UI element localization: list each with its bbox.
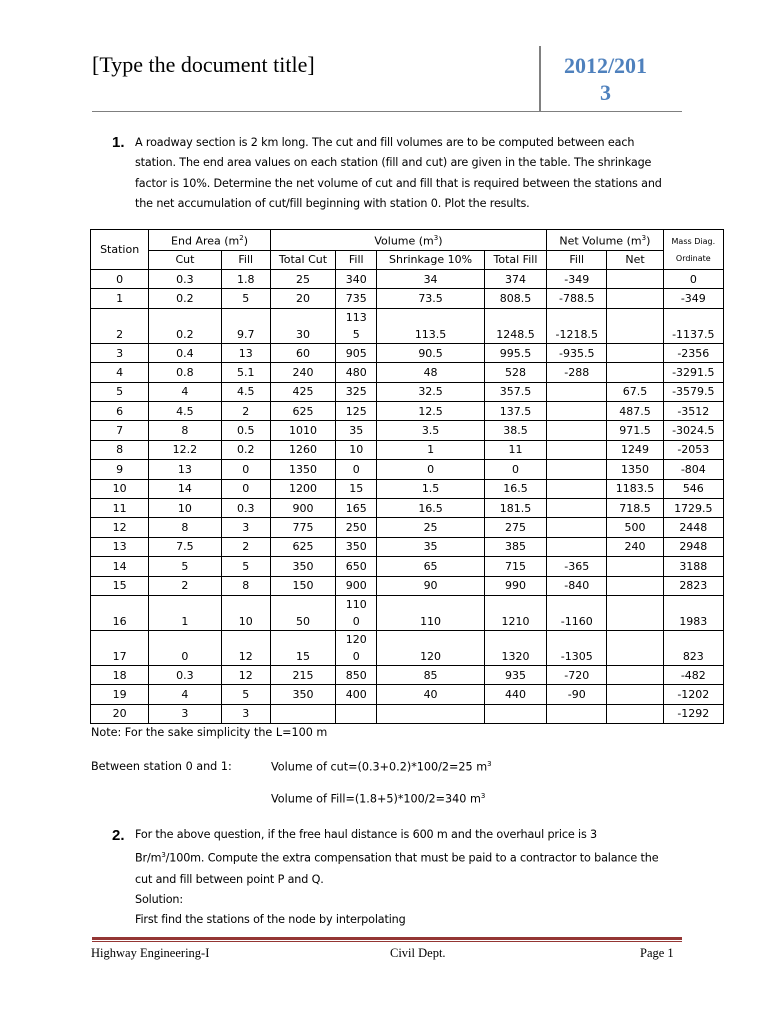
cell-station: 20 <box>91 704 149 723</box>
cell-volume-fill: 905 <box>336 343 377 362</box>
table-row <box>91 537 724 556</box>
cell-fill: 8 <box>221 576 270 595</box>
cell-volume-fill: 165 <box>336 498 377 517</box>
cell-cut: 4 <box>149 685 221 704</box>
cell-net-fill: -288 <box>547 363 607 382</box>
cell-net-fill: -1218.5 <box>547 308 607 343</box>
cell-mass-ordinate: 3188 <box>663 557 723 576</box>
header-shrinkage: Shrinkage 10% <box>377 250 485 269</box>
cell-volume-fill: 735 <box>336 289 377 308</box>
cell-net <box>607 343 663 362</box>
header-cut: Cut <box>149 250 221 269</box>
cell-total-cut: 60 <box>270 343 335 362</box>
table-body <box>91 270 724 724</box>
cell-net <box>607 289 663 308</box>
cell-net <box>607 576 663 595</box>
cell-fill: 0.2 <box>221 440 270 459</box>
cell-total-fill: 1248.5 <box>484 308 546 343</box>
cell-fill: 12 <box>221 665 270 684</box>
table-row <box>91 343 724 362</box>
cell-volume-fill: 850 <box>336 665 377 684</box>
question-2-line: $Br/m^3/100m$. Compute the extra compensation that must be paid to a contractor to balance the <box>135 851 659 866</box>
header-net-fill: Fill <box>547 250 607 269</box>
header-volume: Volume $(m^3)$ <box>270 230 546 251</box>
cell-fill: 2 <box>221 402 270 421</box>
cell-net-fill: -1305 <box>547 630 607 665</box>
cell-volume-fill <box>336 704 377 723</box>
cell-net-fill: -365 <box>547 557 607 576</box>
cell-total-cut: 150 <box>270 576 335 595</box>
cell-station: 8 <box>91 440 149 459</box>
cell-net-fill: -349 <box>547 270 607 289</box>
cell-total-fill: 1320 <box>484 630 546 665</box>
table-row <box>91 704 724 723</box>
cell-net: 487.5 <box>607 402 663 421</box>
cell-volume-fill: 400 <box>336 685 377 704</box>
cell-station: 2 <box>91 308 149 343</box>
cell-cut: 2 <box>149 576 221 595</box>
cell-fill: 5.1 <box>221 363 270 382</box>
cell-volume-fill: 110 0 <box>336 595 377 630</box>
cell-net-fill <box>547 498 607 517</box>
table-row <box>91 498 724 517</box>
cell-station: 19 <box>91 685 149 704</box>
cell-net: 1249 <box>607 440 663 459</box>
cell-shrinkage: 40 <box>377 685 485 704</box>
table-row <box>91 460 724 479</box>
table-row <box>91 595 724 630</box>
cell-total-cut: 350 <box>270 557 335 576</box>
question-1-text <box>135 133 680 215</box>
cell-net-fill: -1160 <box>547 595 607 630</box>
footer-course: Highway Engineering-I <box>91 946 210 960</box>
cell-volume-fill: 35 <box>336 421 377 440</box>
cell-net-fill: -840 <box>547 576 607 595</box>
cell-net: 971.5 <box>607 421 663 440</box>
header-station: Station <box>91 230 149 270</box>
cell-total-fill: 995.5 <box>484 343 546 362</box>
cell-total-cut: 1200 <box>270 479 335 498</box>
cell-station: 4 <box>91 363 149 382</box>
footer-rule-thin <box>92 941 682 942</box>
cell-shrinkage: 90.5 <box>377 343 485 362</box>
question-1-line: factor is 10%. Determine the net volume of cut and fill that is required between the stations and <box>135 176 662 190</box>
cut-volume-formula: Volume of cut=(0.3+0.2)*100/2=25 $m^3$ <box>271 760 492 774</box>
cell-total-fill: 715 <box>484 557 546 576</box>
cell-fill: 10 <box>221 595 270 630</box>
cell-shrinkage: 65 <box>377 557 485 576</box>
table-row <box>91 576 724 595</box>
header-total-cut: Total Cut <box>270 250 335 269</box>
cell-net <box>607 595 663 630</box>
cell-shrinkage: 0 <box>377 460 485 479</box>
cell-total-cut: 1350 <box>270 460 335 479</box>
table-row <box>91 685 724 704</box>
cell-mass-ordinate: -1292 <box>663 704 723 723</box>
cell-volume-fill: 350 <box>336 537 377 556</box>
cell-shrinkage <box>377 704 485 723</box>
cell-net: 718.5 <box>607 498 663 517</box>
between-label: Between station 0 and 1: <box>91 760 232 773</box>
cell-fill: 9.7 <box>221 308 270 343</box>
cell-mass-ordinate: -2356 <box>663 343 723 362</box>
question-2-line: cut and fill between point P and Q. <box>135 872 324 886</box>
cell-mass-ordinate: 1983 <box>663 595 723 630</box>
cell-mass-ordinate: -3579.5 <box>663 382 723 401</box>
question-2-line: Solution: <box>135 892 183 906</box>
cell-cut: 4 <box>149 382 221 401</box>
cell-net: 500 <box>607 518 663 537</box>
cell-shrinkage: 35 <box>377 537 485 556</box>
table-row <box>91 402 724 421</box>
year-label <box>543 52 668 106</box>
cell-total-cut: 1260 <box>270 440 335 459</box>
cell-total-cut: 215 <box>270 665 335 684</box>
cell-shrinkage: 12.5 <box>377 402 485 421</box>
cell-cut: 1 <box>149 595 221 630</box>
cell-station: 0 <box>91 270 149 289</box>
cell-total-cut: 25 <box>270 270 335 289</box>
question-2-line: First find the stations of the node by interpolating <box>135 913 406 927</box>
cell-station: 10 <box>91 479 149 498</box>
cell-shrinkage: 3.5 <box>377 421 485 440</box>
cell-total-cut: 1010 <box>270 421 335 440</box>
cell-cut: 12.2 <box>149 440 221 459</box>
cell-net-fill <box>547 382 607 401</box>
cell-net-fill <box>547 537 607 556</box>
cell-volume-fill: 650 <box>336 557 377 576</box>
question-2-text <box>135 825 680 931</box>
cell-shrinkage: 1.5 <box>377 479 485 498</box>
cell-shrinkage: 32.5 <box>377 382 485 401</box>
cell-shrinkage: 16.5 <box>377 498 485 517</box>
header-rule <box>92 111 682 112</box>
cell-cut: 14 <box>149 479 221 498</box>
cell-mass-ordinate: 2823 <box>663 576 723 595</box>
cell-shrinkage: 113.5 <box>377 308 485 343</box>
cell-shrinkage: 85 <box>377 665 485 684</box>
cell-mass-ordinate: -804 <box>663 460 723 479</box>
table-row <box>91 440 724 459</box>
cell-total-fill: 137.5 <box>484 402 546 421</box>
cell-total-fill: 0 <box>484 460 546 479</box>
cell-total-cut: 900 <box>270 498 335 517</box>
header-fill: Fill <box>221 250 270 269</box>
cell-total-cut: 50 <box>270 595 335 630</box>
table-row <box>91 308 724 343</box>
cell-shrinkage: 25 <box>377 518 485 537</box>
cell-total-cut: 625 <box>270 402 335 421</box>
header-divider <box>539 46 541 112</box>
header-net-volume: Net Volume $(m^3)$ <box>547 230 664 251</box>
cell-station: 13 <box>91 537 149 556</box>
cell-fill: 3 <box>221 518 270 537</box>
cell-cut: 4.5 <box>149 402 221 421</box>
header-net: Net <box>607 250 663 269</box>
cell-station: 7 <box>91 421 149 440</box>
cell-volume-fill: 250 <box>336 518 377 537</box>
cell-net-fill <box>547 460 607 479</box>
cell-volume-fill: 325 <box>336 382 377 401</box>
cell-total-cut: 350 <box>270 685 335 704</box>
cell-fill: 4.5 <box>221 382 270 401</box>
cell-net-fill <box>547 704 607 723</box>
cell-station: 16 <box>91 595 149 630</box>
header-mass-diagram: Mass Diag. Ordinate <box>663 230 723 270</box>
cell-total-fill: 1210 <box>484 595 546 630</box>
table-row <box>91 479 724 498</box>
cell-total-fill: 374 <box>484 270 546 289</box>
cell-total-fill: 11 <box>484 440 546 459</box>
cell-cut: 0.2 <box>149 308 221 343</box>
note-text: Note: For the sake simplicity the L=100 m <box>91 726 328 739</box>
table-row <box>91 363 724 382</box>
question-1-line: station. The end area values on each station (fill and cut) are given in the table. The shrinkage <box>135 156 652 170</box>
cell-mass-ordinate: 0 <box>663 270 723 289</box>
cell-total-cut: 240 <box>270 363 335 382</box>
cell-net-fill: -788.5 <box>547 289 607 308</box>
cell-cut: 7.5 <box>149 537 221 556</box>
cell-volume-fill: 15 <box>336 479 377 498</box>
cell-net-fill <box>547 440 607 459</box>
cell-mass-ordinate: -482 <box>663 665 723 684</box>
cell-net <box>607 557 663 576</box>
cell-fill: 5 <box>221 685 270 704</box>
cell-net-fill: -935.5 <box>547 343 607 362</box>
cell-volume-fill: 480 <box>336 363 377 382</box>
cell-station: 14 <box>91 557 149 576</box>
cell-mass-ordinate: -3291.5 <box>663 363 723 382</box>
header-end-area: End Area $(m^2)$ <box>149 230 271 251</box>
cell-volume-fill: 900 <box>336 576 377 595</box>
header-volume-fill: Fill <box>336 250 377 269</box>
cell-fill: 5 <box>221 289 270 308</box>
cell-total-fill: 808.5 <box>484 289 546 308</box>
cell-total-cut: 30 <box>270 308 335 343</box>
cell-mass-ordinate: -349 <box>663 289 723 308</box>
cell-net-fill <box>547 518 607 537</box>
cell-net <box>607 308 663 343</box>
cell-shrinkage: 34 <box>377 270 485 289</box>
cell-fill: 5 <box>221 557 270 576</box>
cell-shrinkage: 110 <box>377 595 485 630</box>
question-2-line: For the above question, if the free haul distance is 600 m and the overhaul price is 3 <box>135 828 597 841</box>
cell-total-fill: 528 <box>484 363 546 382</box>
cell-station: 3 <box>91 343 149 362</box>
cell-station: 18 <box>91 665 149 684</box>
cell-fill: 13 <box>221 343 270 362</box>
cell-net: 1350 <box>607 460 663 479</box>
cell-mass-ordinate: -2053 <box>663 440 723 459</box>
header-total-fill: Total Fill <box>484 250 546 269</box>
table-row <box>91 289 724 308</box>
cell-net <box>607 363 663 382</box>
cell-total-fill: 385 <box>484 537 546 556</box>
cell-net-fill <box>547 479 607 498</box>
cell-total-cut: 15 <box>270 630 335 665</box>
question-1-line: the net accumulation of cut/fill beginning with station 0. Plot the results. <box>135 197 530 211</box>
cell-station: 12 <box>91 518 149 537</box>
cell-station: 5 <box>91 382 149 401</box>
cell-net <box>607 270 663 289</box>
cell-net <box>607 704 663 723</box>
cell-total-cut: 425 <box>270 382 335 401</box>
table-row <box>91 665 724 684</box>
cell-volume-fill: 340 <box>336 270 377 289</box>
cell-cut: 3 <box>149 704 221 723</box>
cell-net-fill <box>547 421 607 440</box>
cell-mass-ordinate: 823 <box>663 630 723 665</box>
table-row <box>91 421 724 440</box>
cell-shrinkage: 48 <box>377 363 485 382</box>
fill-volume-formula: Volume of Fill=(1.8+5)*100/2=340 $m^3$ <box>271 792 486 806</box>
cell-fill: 3 <box>221 704 270 723</box>
cell-net-fill <box>547 402 607 421</box>
table-row <box>91 630 724 665</box>
cell-total-fill: 181.5 <box>484 498 546 517</box>
cell-total-fill: 990 <box>484 576 546 595</box>
cell-shrinkage: 1 <box>377 440 485 459</box>
cell-station: 1 <box>91 289 149 308</box>
cell-volume-fill: 120 0 <box>336 630 377 665</box>
cell-shrinkage: 120 <box>377 630 485 665</box>
cell-fill: 1.8 <box>221 270 270 289</box>
year-line-1: 2012/201 <box>563 53 648 78</box>
cell-total-fill: 935 <box>484 665 546 684</box>
cell-mass-ordinate: -3512 <box>663 402 723 421</box>
cell-station: 9 <box>91 460 149 479</box>
cell-fill: 0.5 <box>221 421 270 440</box>
cell-total-cut: 775 <box>270 518 335 537</box>
cell-net: 240 <box>607 537 663 556</box>
cell-net <box>607 630 663 665</box>
cell-cut: 0.8 <box>149 363 221 382</box>
cell-cut: 0.4 <box>149 343 221 362</box>
cell-fill: 2 <box>221 537 270 556</box>
cell-mass-ordinate: 2448 <box>663 518 723 537</box>
document-title: [Type the document title] <box>92 52 315 77</box>
question-1-line: A roadway section is 2 km long. The cut and fill volumes are to be computed between each <box>135 136 635 149</box>
cell-volume-fill: 125 <box>336 402 377 421</box>
table-row <box>91 382 724 401</box>
cell-volume-fill: 113 5 <box>336 308 377 343</box>
cell-volume-fill: 0 <box>336 460 377 479</box>
cell-total-cut <box>270 704 335 723</box>
cell-station: 15 <box>91 576 149 595</box>
cell-net-fill: -720 <box>547 665 607 684</box>
cell-cut: 10 <box>149 498 221 517</box>
cell-station: 11 <box>91 498 149 517</box>
footer-page-number: Page 1 <box>640 946 674 960</box>
cell-fill: 0 <box>221 479 270 498</box>
cell-cut: 0.2 <box>149 289 221 308</box>
cell-fill: 0 <box>221 460 270 479</box>
cell-cut: 0.3 <box>149 270 221 289</box>
cell-net <box>607 685 663 704</box>
cell-station: 17 <box>91 630 149 665</box>
cell-total-fill: 275 <box>484 518 546 537</box>
cell-cut: 8 <box>149 421 221 440</box>
cell-total-fill: 440 <box>484 685 546 704</box>
table-row <box>91 557 724 576</box>
cell-net-fill: -90 <box>547 685 607 704</box>
cell-cut: 0.3 <box>149 665 221 684</box>
footer-rule-thick <box>92 937 682 940</box>
cell-station: 6 <box>91 402 149 421</box>
cell-volume-fill: 10 <box>336 440 377 459</box>
cell-total-fill: 38.5 <box>484 421 546 440</box>
table-row <box>91 518 724 537</box>
cell-mass-ordinate: -3024.5 <box>663 421 723 440</box>
cell-total-cut: 625 <box>270 537 335 556</box>
cell-mass-ordinate: -1202 <box>663 685 723 704</box>
question-2-number: 2. <box>112 827 125 844</box>
cell-cut: 0 <box>149 630 221 665</box>
cell-mass-ordinate: -1137.5 <box>663 308 723 343</box>
cut-fill-table <box>90 229 724 724</box>
cell-net: 1183.5 <box>607 479 663 498</box>
table-row <box>91 270 724 289</box>
cell-shrinkage: 73.5 <box>377 289 485 308</box>
cell-cut: 8 <box>149 518 221 537</box>
cell-fill: 0.3 <box>221 498 270 517</box>
cell-cut: 13 <box>149 460 221 479</box>
cell-mass-ordinate: 2948 <box>663 537 723 556</box>
cell-total-cut: 20 <box>270 289 335 308</box>
cell-cut: 5 <box>149 557 221 576</box>
cell-net <box>607 665 663 684</box>
footer-department: Civil Dept. <box>390 946 446 960</box>
cell-mass-ordinate: 546 <box>663 479 723 498</box>
question-1-number: 1. <box>112 134 125 151</box>
cell-net: 67.5 <box>607 382 663 401</box>
cell-mass-ordinate: 1729.5 <box>663 498 723 517</box>
cell-total-fill <box>484 704 546 723</box>
cell-total-fill: 16.5 <box>484 479 546 498</box>
cell-fill: 12 <box>221 630 270 665</box>
cell-total-fill: 357.5 <box>484 382 546 401</box>
cell-shrinkage: 90 <box>377 576 485 595</box>
year-line-2: 3 <box>600 80 611 105</box>
